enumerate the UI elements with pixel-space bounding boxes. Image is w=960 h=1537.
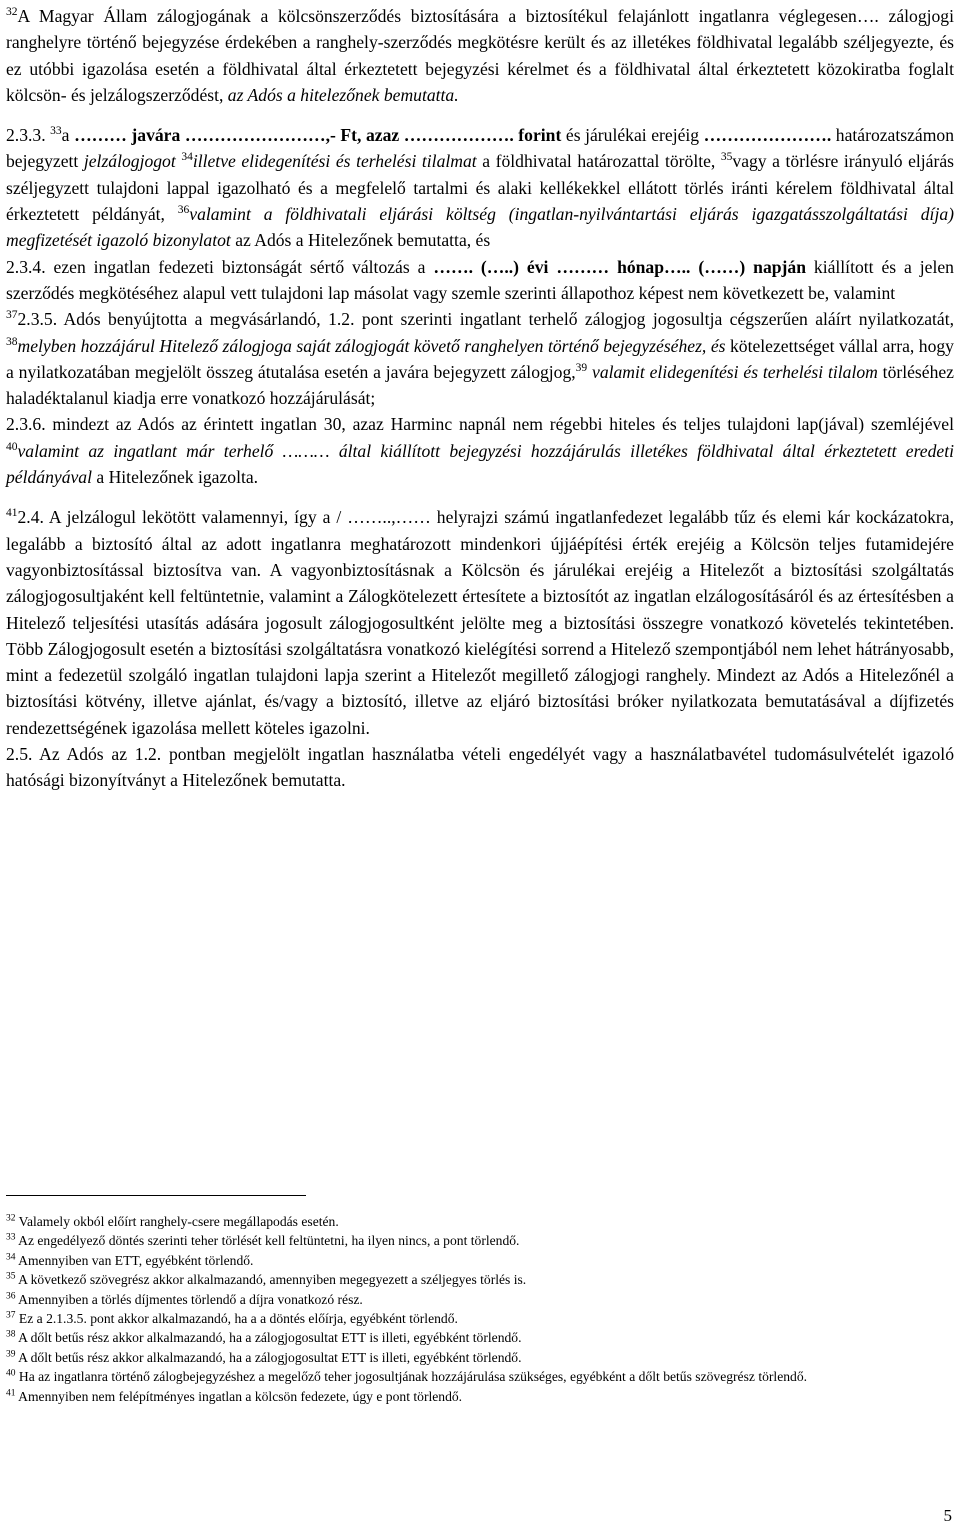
footnote-37: $^{37}$ Ez a 2.1.3.5. pont akkor alkalmazandó, ha a a döntés előírja, egyébként törlendő. (6, 1310, 458, 1327)
paragraph-2-3-4: 2.3.4. ezen ingatlan fedezeti biztonságát sértő változás a ……. (…..) évi ……… hónap….. (……) napján kiállított és a jelen szerződés megkötéséhez alapul vett tulajdoni lap másolat vagy szemle szerinti állapothoz képest nem következett be, valamint (6, 256, 954, 303)
footnote-ref-40: 40 (6, 440, 18, 453)
paragraph-2-5: 2.5. Az Adós az 1.2. pontban megjelölt ingatlan használatba vételi engedélyét vagy a használatbavétel tudomásulvételét igazoló hatósági bizonyítványt a Hitelezőnek bemutatta. (6, 744, 954, 791)
footnote-33: $^{33}$ Az engedélyező döntés szerinti teher törlését kell feltüntetni, ha ilyen nincs, a pont törlendő. (6, 1232, 520, 1249)
main-text (6, 3, 954, 794)
footnote-ref-37: 37 (6, 309, 18, 322)
footnote-ref-32: 32 (6, 6, 18, 19)
paragraph-2-3-5: $^{37}$2.3.5. Adós benyújtotta a megvásárlandó, 1.2. pont szerinti ingatlant terhelő zálogjog jogosultja cégszerűen aláírt nyilatkozatát, $^{38}$melyben hozzájárul Hitelező zálogjoga saját zálogjogát követő ranghelyen történő bejegyzéséhez, és kötelezettséget vállal arra, hogy a nyilatkozatában megjelölt összeg átutalása esetén a javára bejegyzett zálogjog,$^{39}$ valamit elidegenítési és terhelési tilalom törléséhez haladéktalanul kiadja erre vonatkozó hozzájárulását; (6, 309, 954, 409)
footnote-39: $^{39}$ A dőlt betűs rész akkor alkalmazandó, ha a zálogjogosultat ETT is illeti, egyébként törlendő. (6, 1349, 522, 1365)
footnote-separator (6, 1195, 306, 1196)
footnote-ref-34: 34 (181, 151, 193, 164)
footnotes (6, 1212, 954, 1406)
footnote-32: $^{32}$ Valamely okból előírt ranghely-csere megállapodás esetén. (6, 1213, 339, 1229)
paragraph-2-4: $^{41}$2.4. A jelzálogul lekötött valamennyi, így a / ……..,…… helyrajzi számú ingatlanfedezet legalább tűz és elemi kár kockázatokra, legalább a biztosító által az adott ingatlanra meghatározott mindenkori újjáépítési érték erejéig a Kölcsön teljes futamidejére vagyonbiztosítással biztosítva van. A vagyonbiztosításnak a Kölcsön és járulékai erejéig a Hitelezőt a biztosítási szolgáltatás zálogjogosultjaként kell feltüntetnie, valamint a Zálogkötelezett értesítete a biztosítót az ingatlan elzálogosításáról és az értesítésben a Hitelező teljesítési utasítás adására jogosult zálogjogosultként jelölte meg a biztosítási összegre vonatkozó követelés tekintetében. Több Zálogjogosult esetén a biztosítási szolgáltatásra vonatkozó kielégítési sorrend a Hitelező szempontjából nem lehet hátrányosabb, mint a fedezetül szolgáló ingatlan tulajdoni lapja szerint a Hitelezőt megillető zálogjogi ranghely. Mindezt az Adós a Hitelezőnél a biztosítási kötvény, illetve ajánlat, és/vagy a biztosító, illetve az eljáró biztosítási bróker nyilatkozata bemutatásával a díjfizetés rendezettségének igazolása mellett köteles igazolni. (6, 507, 954, 738)
footnote-ref-38: 38 (6, 335, 18, 348)
paragraph-2-3-3: 2.3.3. $^{33}$a ……… javára ……………………,- Ft, azaz ………………. forint és járulékai erejéig …………………. határozatszámon bejegyzett jelzálogjogot $^{34}$illetve elidegenítési és terhelési tilalmat a földhivatal határozattal törölte, $^{35}$vagy a törlésre irányuló eljárás széljegyzett tulajdoni lappal igazolható és a megfelelő tartalmi és alaki kellékekkel ellátott törlés iránti kérelem földhivatal által érkeztetett példányát, $^{36}$valamint a földhivatali eljárási költség (ingatlan-nyilvántartási eljárás igazgatásszolgáltatási díja) megfizetését igazoló bizonylatot az Adós a Hitelezőnek bemutatta, és (6, 125, 954, 251)
footnote-ref-41: 41 (6, 507, 18, 520)
footnote-ref-39: 39 (575, 362, 588, 374)
footnote-34: $^{34}$ Amennyiben van ETT, egyébként törlendő. (6, 1252, 254, 1268)
paragraph-2-3-2: $^{32}$A Magyar Állam zálogjogának a kölcsönszerződés biztosítására a biztosítékul felajánlott ingatlanra véglegesen…. zálogjogi ranghelyre történő bejegyzése érdekében a ranghely-szerződés megkötésre került és az illetékes földhivatal legalább széljegyezte, és ez utóbbi igazolása esetén a földhivatal által érkeztetett bejegyzési kérelmet és a földhivatal által érkeztetett közokiratba foglalt kölcsön- és jelzálogszerződést, az Adós a hitelezőnek bemutatta. (6, 6, 954, 105)
footnote-ref-36: 36 (177, 204, 190, 217)
footnote-ref-35: 35 (720, 151, 733, 164)
footnote-38: $^{38}$ A dőlt betűs rész akkor alkalmazandó, ha a zálogjogosultat ETT is illeti, egyébként törlendő. (6, 1329, 522, 1346)
footnote-36: $^{36}$ Amennyiben a törlés díjmentes törlendő a díjra vonatkozó rész. (6, 1291, 363, 1307)
footnote-40: $^{40}$ Ha az ingatlanra történő zálogbejegyzéshez a megelőző teher jogosultjának hozzájárulása szükséges, egyébként a dőlt betűs szövegrész törlendő. (6, 1368, 808, 1385)
paragraph-2-3-6: 2.3.6. mindezt az Adós az érintett ingatlan 30, azaz Harminc napnál nem régebbi hiteles és teljes tulajdoni lap(jával) szemléjével $^{40}$valamint az ingatlant már terhelő ……… által kiállított bejegyzési hozzájárulás illetékes földhivatal által érkeztetett eredeti példányával a Hitelezőnek igazolta. (6, 414, 954, 488)
footnote-ref-33: 33 (50, 125, 62, 138)
footnote-41: $^{41}$ Amennyiben nem felépítményes ingatlan a kölcsön fedezete, úgy e pont törlendő. (6, 1388, 463, 1404)
page-number: 5 (943, 1506, 952, 1525)
footnote-35: $^{35}$ A következő szövegrész akkor alkalmazandó, amennyiben megegyezett a széljegyes törlés is. (6, 1271, 527, 1288)
